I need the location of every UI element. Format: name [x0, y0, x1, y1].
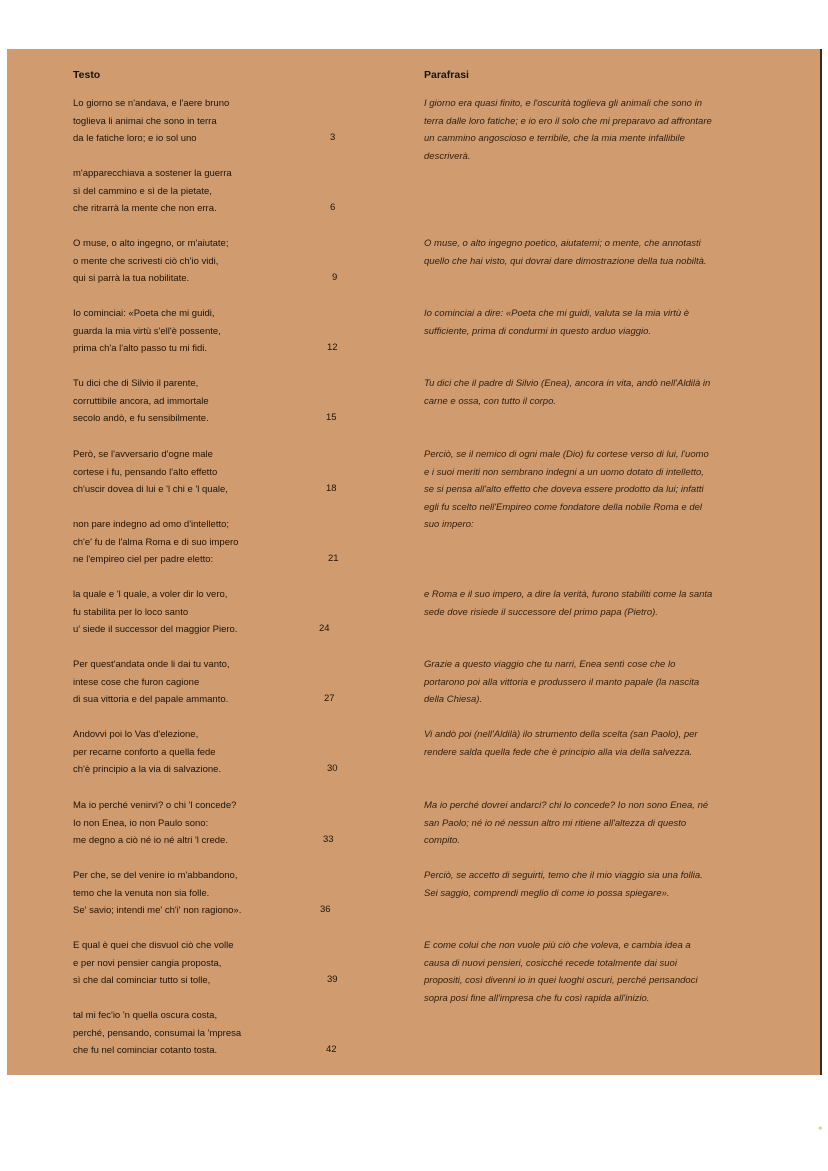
paraphrase-line: Tu dici che il padre di Silvio (Enea), ancora in vita, andò nell'Aldilà in [424, 378, 711, 389]
stanza [73, 375, 353, 428]
stanza [73, 305, 353, 358]
verse-number: 18 [326, 483, 337, 495]
verse-line: Tu dici che di Silvio il parente, [73, 378, 199, 389]
paraphrase-line: compito. [424, 835, 460, 847]
paraphrase-line: O muse, o alto ingegno poetico, aiutatemi; o mente, che annotasti [424, 238, 701, 249]
verse-number: 9 [332, 272, 338, 284]
paraphrase-block [424, 656, 754, 709]
page-panel [7, 49, 822, 1075]
verse-line: ch'è principio a la via di salvazione. [73, 764, 222, 776]
verse-line: sì del cammino e sì de la pietate, [73, 185, 212, 197]
verse-line: toglieva li animai che sono in terra [73, 115, 217, 127]
paraphrase-line: terra dalle loro fatiche; e io ero il solo che mi preparavo ad affrontare [424, 115, 712, 127]
stanza [73, 235, 353, 288]
verse-line: fu stabilita per lo loco santo [73, 606, 189, 618]
verse-line: non pare indegno ad omo d'intelletto; [73, 519, 230, 530]
verse-line: per recarne conforto a quella fede [73, 746, 216, 758]
stanza [73, 797, 353, 850]
verse-line: u' siede il successor del maggior Piero. [73, 624, 238, 636]
paraphrase-line: E come colui che non vuole più ciò che voleva, e cambia idea a [424, 940, 691, 951]
paraphrase-line: rendere salda quella fede che è principio alla via della salvezza. [424, 746, 693, 758]
paraphrase-block [424, 726, 754, 761]
verse-number: 42 [326, 1044, 337, 1056]
paraphrase-line: Perciò, se accetto di seguirti, temo che il mio viaggio sia una follia. [424, 870, 703, 881]
header-parafrasi: Parafrasi [424, 69, 469, 81]
verse-line: m'apparecchiava a sostener la guerra [73, 168, 232, 179]
paraphrase-block [424, 95, 754, 165]
paraphrase-line: Io cominciai a dire: «Poeta che mi guidi, valuta se la mia virtù è [424, 308, 690, 319]
verse-line: guarda la mia virtù s'ell'è possente, [73, 325, 221, 337]
paraphrase-line: se si pensa all'alto effetto che doveva essere prodotto da lui; infatti [424, 484, 704, 496]
verse-line: intese cose che furon cagione [73, 676, 200, 688]
paraphrase-block [424, 235, 754, 270]
verse-line: e per novi pensier cangia proposta, [73, 957, 222, 969]
verse-line: da le fatiche loro; e io sol uno [73, 133, 197, 145]
paraphrase-line: portarono poi alla vittoria e produssero il manto papale (la nascita [424, 676, 700, 688]
paraphrase-block [424, 305, 754, 340]
stanza [73, 446, 353, 499]
stanza [73, 867, 353, 920]
verse-line: Lo giorno se n'andava, e l'aere bruno [73, 98, 230, 109]
paraphrase-line: e i suoi meriti non sembrano indegni a un uomo dotato di intelletto, [424, 466, 704, 478]
verse-line: O muse, o alto ingegno, or m'aiutate; [73, 238, 229, 249]
paraphrase-line: sede dove risiede il successore del primo papa (Pietro). [424, 606, 658, 618]
verse-line: Se' savio; intendi me' ch'i' non ragiono». [73, 905, 242, 917]
stanza [73, 1007, 353, 1060]
paraphrase-line: Perciò, se il nemico di ogni male (Dio) fu cortese verso di lui, l'uomo [424, 449, 709, 460]
paraphrase-line: suo impero: [424, 519, 474, 531]
verse-number: 36 [320, 904, 331, 916]
verse-line: E qual è quei che disvuol ciò che volle [73, 940, 234, 951]
paraphrase-line: quello che hai visto, qui dovrai dare dimostrazione della tua nobiltà. [424, 255, 707, 267]
stanza [73, 165, 353, 218]
verse-number: 6 [330, 202, 336, 214]
paraphrase-line: propositi, così divenni io in quei luoghi oscuri, perché pensandoci [424, 975, 698, 987]
verse-line: Ma io perché venirvi? o chi 'l concede? [73, 800, 237, 811]
stanza [73, 516, 353, 569]
paraphrase-line: sopra posi fine all'impresa che fu così rapida all'inizio. [424, 992, 650, 1004]
paraphrase-block [424, 446, 754, 534]
verse-line: Io non Enea, io non Paulo sono: [73, 817, 209, 829]
verse-line: ne l'empireo ciel per padre eletto: [73, 554, 214, 566]
verse-number: 30 [327, 763, 338, 775]
verse-line: di sua vittoria e del papale ammanto. [73, 694, 229, 706]
paraphrase-line: Sei saggio, comprendi meglio di come io possa spiegare». [424, 887, 670, 899]
paraphrase-line: descriverà. [424, 150, 471, 162]
verse-number: 24 [319, 623, 330, 635]
paraphrase-line: un cammino angoscioso e terribile, che la mia mente infallibile [424, 133, 685, 145]
paraphrase-block [424, 586, 754, 621]
verse-line: o mente che scrivesti ciò ch'io vidi, [73, 255, 219, 267]
paraphrase-line: causa di nuovi pensieri, cosicché recede totalmente dai suoi [424, 957, 677, 969]
paraphrase-block [424, 937, 754, 1007]
header-testo: Testo [73, 69, 101, 81]
verse-line: che ritrarrà la mente che non erra. [73, 203, 217, 215]
verse-number: 27 [324, 693, 335, 705]
verse-line: Però, se l'avversario d'ogne male [73, 449, 213, 460]
stanza [73, 937, 353, 990]
verse-number: 12 [327, 342, 338, 354]
verse-number: 15 [326, 412, 337, 424]
verse-line: cortese i fu, pensando l'alto effetto [73, 466, 218, 478]
verse-line: corruttibile ancora, ad immortale [73, 395, 209, 407]
paraphrase-block [424, 797, 754, 850]
paraphrase-line: Grazie a questo viaggio che tu narri, Enea sentì cose che lo [424, 659, 676, 670]
verse-line: ch'e' fu de l'alma Roma e di suo impero [73, 536, 239, 548]
verse-line: tal mi fec'io 'n quella oscura costa, [73, 1010, 218, 1021]
verse-line: ch'uscir dovea di lui e 'l chi e 'l quale, [73, 484, 228, 496]
paraphrase-block [424, 867, 754, 902]
paraphrase-line: della Chiesa). [424, 694, 483, 706]
verse-line: secolo andò, e fu sensibilmente. [73, 413, 209, 425]
verse-line: Per che, se del venire io m'abbandono, [73, 870, 238, 881]
paraphrase-line: Vi andò poi (nell'Aldilà) ilo strumento della scelta (san Paolo), per [424, 729, 698, 740]
sparkle-icon: ✦ [817, 1124, 824, 1133]
paraphrase-line: san Paolo; né io né nessun altro mi ritiene all'altezza di questo [424, 817, 687, 829]
verse-line: prima ch'a l'alto passo tu mi fidi. [73, 343, 208, 355]
verse-line: me degno a ciò né io né altri 'l crede. [73, 835, 228, 847]
verse-number: 21 [328, 553, 339, 565]
stanza [73, 726, 353, 779]
verse-line: la quale e 'l quale, a voler dir lo vero, [73, 589, 228, 600]
verse-number: 3 [330, 132, 336, 144]
paraphrase-line: egli fu scelto nell'Empireo come fondatore della nobile Roma e del [424, 501, 703, 513]
verse-line: temo che la venuta non sia folle. [73, 887, 210, 899]
verse-line: qui si parrà la tua nobilitate. [73, 273, 190, 285]
verse-line: Andovvi poi lo Vas d'elezione, [73, 729, 199, 740]
paraphrase-line: I giorno era quasi finito, e l'oscurità toglieva gli animali che sono in [424, 98, 702, 109]
paraphrase-line: carne e ossa, con tutto il corpo. [424, 395, 557, 407]
paraphrase-line: Ma io perché dovrei andarci? chi lo concede? Io non sono Enea, né [424, 800, 709, 811]
paraphrase-line: sufficiente, prima di condurmi in questo arduo viaggio. [424, 325, 652, 337]
stanza [73, 656, 353, 709]
verse-number: 33 [323, 834, 334, 846]
paraphrase-block [424, 375, 754, 410]
verse-line: perché, pensando, consumai la 'mpresa [73, 1027, 242, 1039]
verse-number: 39 [327, 974, 338, 986]
stanza [73, 586, 353, 639]
paraphrase-line: e Roma e il suo impero, a dire la verità, furono stabiliti come la santa [424, 589, 713, 600]
verse-line: che fu nel cominciar cotanto tosta. [73, 1045, 218, 1057]
stanza [73, 95, 353, 148]
verse-line: Io cominciai: «Poeta che mi guidi, [73, 308, 215, 319]
verse-line: sì che dal cominciar tutto si tolle, [73, 975, 211, 987]
verse-line: Per quest'andata onde li dai tu vanto, [73, 659, 230, 670]
